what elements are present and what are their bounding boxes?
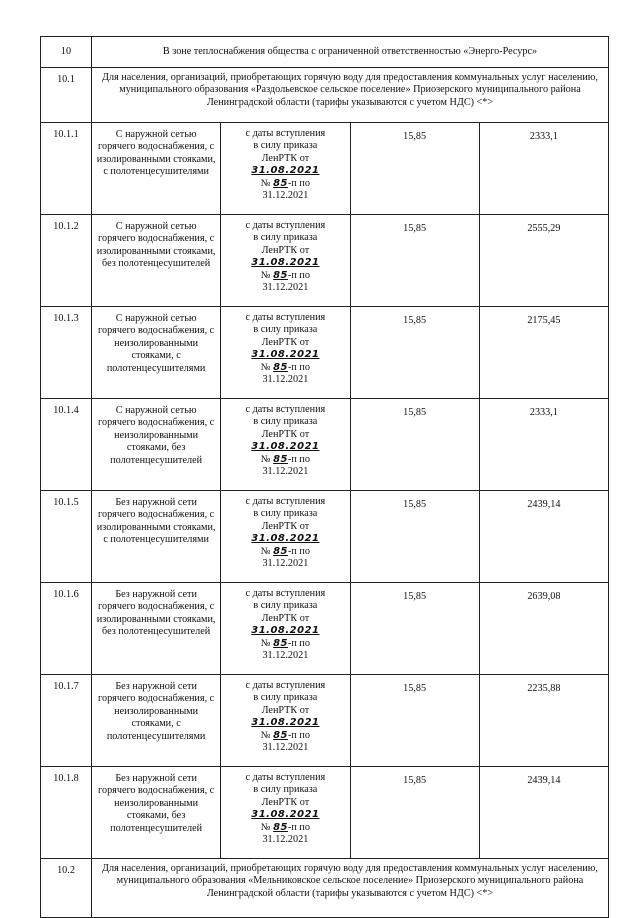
row-effective-date xyxy=(221,767,350,859)
row-value-1-text: 15,85 xyxy=(403,591,427,602)
date-line-2: в силу приказа xyxy=(253,324,318,336)
tariff-rows xyxy=(41,123,609,859)
row-num-text: 10.1.7 xyxy=(53,681,79,692)
row-num xyxy=(41,491,92,583)
row-value-2 xyxy=(479,675,608,767)
date-line-2: в силу приказа xyxy=(253,600,318,612)
row-description xyxy=(92,675,221,767)
order-suffix: -п по xyxy=(288,453,310,465)
order-no-label: № xyxy=(260,177,271,189)
date-line-3: ЛенРТК от xyxy=(261,796,310,808)
date-line-3: ЛенРТК от xyxy=(261,336,310,348)
date-line-3: ЛенРТК от xyxy=(261,152,310,164)
row-value-1 xyxy=(350,123,479,215)
date-line-1: с даты вступления xyxy=(245,128,326,139)
order-no-label: № xyxy=(260,361,271,373)
row-num-text: 10.1.2 xyxy=(53,221,79,232)
row-value-1 xyxy=(350,675,479,767)
table-row xyxy=(41,123,609,215)
tariff-table xyxy=(40,36,609,918)
row-value-2 xyxy=(479,307,608,399)
row-value-2-text: 2333,1 xyxy=(529,131,558,142)
date-end: 31.12.2021 xyxy=(262,374,309,386)
row-description xyxy=(92,767,221,859)
table-row xyxy=(41,399,609,491)
table-row xyxy=(41,583,609,675)
row-value-1 xyxy=(350,307,479,399)
date-end: 31.12.2021 xyxy=(262,742,309,754)
handwritten-date: 31.08.2021 xyxy=(251,441,320,453)
row-num-text: 10.1.1 xyxy=(53,129,79,140)
row-description-text: С наружной сетью горячего водоснабжения, с изолированными стояками, с полотенцесушителями xyxy=(96,129,216,178)
date-end: 31.12.2021 xyxy=(262,558,309,570)
row-effective-date xyxy=(221,123,350,215)
row-num-text: 10.1.5 xyxy=(53,497,79,508)
row-value-2-text: 2333,1 xyxy=(529,407,558,418)
handwritten-order-number: 85 xyxy=(273,637,288,649)
row-effective-date xyxy=(221,675,350,767)
row-description-text: Без наружной сети горячего водоснабжения, с неизолированными стояками, с полотенцесушителями xyxy=(98,681,215,742)
handwritten-order-number: 85 xyxy=(273,545,288,557)
section-num: 10.1 xyxy=(41,68,92,123)
date-line-1: с даты вступления xyxy=(245,772,326,783)
handwritten-date: 31.08.2021 xyxy=(251,165,320,177)
order-no-label: № xyxy=(260,453,271,465)
date-line-1: с даты вступления xyxy=(245,312,326,323)
row-num-text: 10.1.3 xyxy=(53,313,79,324)
row-value-1 xyxy=(350,767,479,859)
row-value-2-text: 2439,14 xyxy=(527,499,561,510)
row-num-text: 10.1.8 xyxy=(53,773,79,784)
row-description xyxy=(92,583,221,675)
header-num: 10 xyxy=(41,37,92,68)
table-row xyxy=(41,307,609,399)
date-line-3: ЛенРТК от xyxy=(261,520,310,532)
handwritten-order-number: 85 xyxy=(273,177,288,189)
date-line-1: с даты вступления xyxy=(245,496,326,507)
order-suffix: -п по xyxy=(288,821,310,833)
row-num xyxy=(41,583,92,675)
row-description-text: С наружной сетью горячего водоснабжения, с неизолированными стояками, без полотенцесушителей xyxy=(98,405,215,466)
row-value-2 xyxy=(479,583,608,675)
row-effective-date xyxy=(221,491,350,583)
section-text: Для населения, организаций, приобретающих горячую воду для предоставления коммунальных услуг населению, муниципального образования «Раздольевское сельское поселение» Приозерского муниципального района Ленинградской области (тарифы указываются с учетом НДС) <*> xyxy=(92,68,609,123)
order-no-label: № xyxy=(260,729,271,741)
handwritten-order-number: 85 xyxy=(273,821,288,833)
section-text: Для населения, организаций, приобретающих горячую воду для предоставления коммунальных услуг населению, муниципального образования «Мельниковское сельское поселение» Приозерского муниципального района Ленинградской области (тарифы указываются с учетом НДС) <*> xyxy=(92,859,609,918)
date-line-1: с даты вступления xyxy=(245,680,326,691)
handwritten-date: 31.08.2021 xyxy=(251,809,320,821)
order-suffix: -п по xyxy=(288,361,310,373)
row-value-1-text: 15,85 xyxy=(403,223,427,234)
order-suffix: -п по xyxy=(288,729,310,741)
order-suffix: -п по xyxy=(288,269,310,281)
order-suffix: -п по xyxy=(288,637,310,649)
handwritten-order-number: 85 xyxy=(273,361,288,373)
row-effective-date xyxy=(221,215,350,307)
row-value-2 xyxy=(479,491,608,583)
row-value-2 xyxy=(479,767,608,859)
row-value-2-text: 2639,08 xyxy=(527,591,561,602)
date-line-1: с даты вступления xyxy=(245,220,326,231)
row-value-1 xyxy=(350,215,479,307)
row-description xyxy=(92,491,221,583)
date-end: 31.12.2021 xyxy=(262,190,309,202)
row-num xyxy=(41,215,92,307)
row-value-1-text: 15,85 xyxy=(403,499,427,510)
row-num xyxy=(41,307,92,399)
row-description xyxy=(92,399,221,491)
order-suffix: -п по xyxy=(288,545,310,557)
row-value-2 xyxy=(479,123,608,215)
handwritten-date: 31.08.2021 xyxy=(251,717,320,729)
row-value-1 xyxy=(350,583,479,675)
handwritten-date: 31.08.2021 xyxy=(251,349,320,361)
row-value-1-text: 15,85 xyxy=(403,315,427,326)
date-end: 31.12.2021 xyxy=(262,282,309,294)
date-end: 31.12.2021 xyxy=(262,466,309,478)
order-no-label: № xyxy=(260,821,271,833)
row-value-1 xyxy=(350,399,479,491)
row-value-2 xyxy=(479,215,608,307)
row-value-2-text: 2439,14 xyxy=(527,775,561,786)
table-row xyxy=(41,675,609,767)
date-line-3: ЛенРТК от xyxy=(261,612,310,624)
order-no-label: № xyxy=(260,637,271,649)
row-effective-date xyxy=(221,583,350,675)
row-description-text: Без наружной сети горячего водоснабжения, с неизолированными стояками, без полотенцесушителей xyxy=(98,773,215,834)
row-num xyxy=(41,767,92,859)
date-line-2: в силу приказа xyxy=(253,692,318,704)
row-num-text: 10.1.4 xyxy=(53,405,79,416)
row-value-1 xyxy=(350,491,479,583)
row-num xyxy=(41,675,92,767)
order-suffix: -п по xyxy=(288,177,310,189)
handwritten-date: 31.08.2021 xyxy=(251,533,320,545)
date-end: 31.12.2021 xyxy=(262,650,309,662)
row-description xyxy=(92,215,221,307)
section-row xyxy=(41,859,609,918)
date-line-2: в силу приказа xyxy=(253,784,318,796)
table-row xyxy=(41,767,609,859)
table-row xyxy=(41,215,609,307)
row-description-text: Без наружной сети горячего водоснабжения, с изолированными стояками, с полотенцесушителями xyxy=(96,497,216,546)
date-line-3: ЛенРТК от xyxy=(261,428,310,440)
row-value-1-text: 15,85 xyxy=(403,131,427,142)
date-end: 31.12.2021 xyxy=(262,834,309,846)
row-effective-date xyxy=(221,307,350,399)
date-line-2: в силу приказа xyxy=(253,508,318,520)
handwritten-order-number: 85 xyxy=(273,729,288,741)
row-description-text: С наружной сетью горячего водоснабжения, с изолированными стояками, без полотенцесушителей xyxy=(96,221,216,270)
row-num xyxy=(41,399,92,491)
date-line-2: в силу приказа xyxy=(253,140,318,152)
date-line-2: в силу приказа xyxy=(253,416,318,428)
row-value-1-text: 15,85 xyxy=(403,407,427,418)
row-value-2 xyxy=(479,399,608,491)
date-line-2: в силу приказа xyxy=(253,232,318,244)
row-value-1-text: 15,85 xyxy=(403,683,427,694)
handwritten-date: 31.08.2021 xyxy=(251,257,320,269)
date-line-1: с даты вступления xyxy=(245,404,326,415)
row-effective-date xyxy=(221,399,350,491)
header-row xyxy=(41,37,609,68)
handwritten-order-number: 85 xyxy=(273,453,288,465)
row-value-2-text: 2235,88 xyxy=(527,683,561,694)
date-line-3: ЛенРТК от xyxy=(261,704,310,716)
row-description xyxy=(92,123,221,215)
section-row xyxy=(41,68,609,123)
row-description-text: С наружной сетью горячего водоснабжения, с неизолированными стояками, с полотенцесушителями xyxy=(98,313,215,374)
table-row xyxy=(41,491,609,583)
handwritten-order-number: 85 xyxy=(273,269,288,281)
section-num: 10.2 xyxy=(41,859,92,918)
row-num-text: 10.1.6 xyxy=(53,589,79,600)
order-no-label: № xyxy=(260,545,271,557)
row-value-2-text: 2175,45 xyxy=(527,315,561,326)
row-value-1-text: 15,85 xyxy=(403,775,427,786)
handwritten-date: 31.08.2021 xyxy=(251,625,320,637)
row-description-text: Без наружной сети горячего водоснабжения, с изолированными стояками, без полотенцесушителей xyxy=(96,589,216,638)
date-line-3: ЛенРТК от xyxy=(261,244,310,256)
order-no-label: № xyxy=(260,269,271,281)
date-line-1: с даты вступления xyxy=(245,588,326,599)
row-value-2-text: 2555,29 xyxy=(527,223,561,234)
row-num xyxy=(41,123,92,215)
row-description xyxy=(92,307,221,399)
header-text: В зоне теплоснабжения общества с ограниченной ответственностью «Энерго-Ресурс» xyxy=(92,37,609,68)
